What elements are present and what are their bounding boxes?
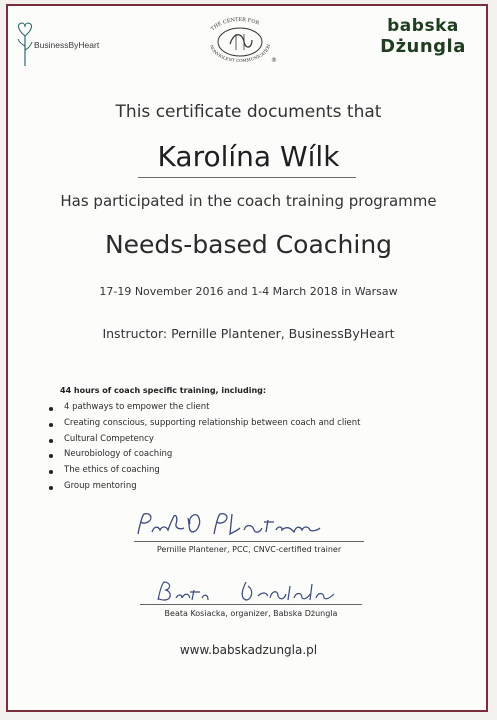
bullet-icon (49, 439, 53, 443)
list-item: Group mentoring (36, 479, 361, 495)
list-item: Cultural Competency (36, 432, 361, 448)
website-link[interactable]: www.babskadzungla.pl (179, 643, 318, 657)
cnvc-logo (200, 14, 280, 68)
babska-logo-line2: Dżungla (380, 36, 466, 57)
training-heading: 44 hours of coach specific training, including: (60, 386, 267, 395)
registered-mark: ® (271, 57, 277, 64)
businessbyheart-logo-text: BusinessByHeart (34, 40, 100, 50)
name-underline (138, 177, 356, 178)
bullet-icon (49, 423, 53, 427)
bullet-icon (49, 407, 53, 411)
signature-line-2 (140, 604, 362, 605)
list-item: The ethics of coaching (36, 463, 361, 479)
list-item: 4 pathways to empower the client (36, 400, 361, 416)
babska-dzungla-logo (370, 14, 476, 58)
cnvc-seal-icon (200, 14, 280, 68)
svg-text:THE CENTER FOR: THE CENTER FOR (209, 16, 260, 33)
businessbyheart-logo (14, 22, 124, 66)
recipient-name: Karolína Wílk (157, 140, 340, 173)
svg-text:NONVIOLENT COMMUNICATION: NONVIOLENT COMMUNICATION (209, 43, 272, 64)
programme-title: Needs-based Coaching (104, 230, 393, 259)
list-item: Neurobiology of coaching (36, 447, 361, 463)
signature-line-1 (134, 541, 364, 542)
participation-text: Has participated in the coach training programme (60, 192, 437, 210)
signature-pernille (132, 508, 332, 542)
signature-caption-1: Pernille Plantener, PCC, CNVC-certified trainer (156, 545, 342, 554)
bullet-icon (49, 486, 53, 490)
heart-tree-icon (14, 22, 36, 66)
certificate-intro: This certificate documents that (115, 102, 382, 122)
bullet-icon (49, 454, 53, 458)
training-dates: 17-19 November 2016 and 1-4 March 2018 in Warsaw (99, 285, 398, 298)
babska-logo-line1: babska (387, 16, 459, 36)
signature-beata (150, 578, 350, 606)
bullet-icon (49, 470, 53, 474)
instructor-line: Instructor: Pernille Plantener, BusinessByHeart (102, 326, 395, 341)
list-item: Creating conscious, supporting relationship between coach and client (36, 416, 361, 432)
signature-caption-2: Beata Kosiacka, organizer, Babska Dżungla (164, 609, 338, 618)
training-list (36, 400, 361, 495)
